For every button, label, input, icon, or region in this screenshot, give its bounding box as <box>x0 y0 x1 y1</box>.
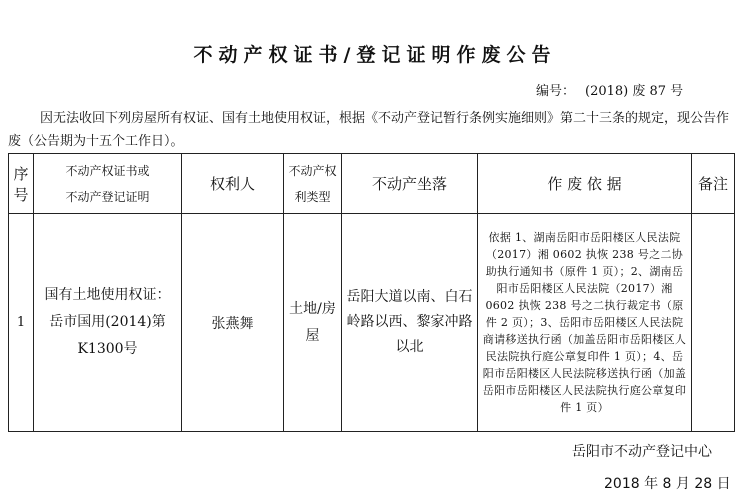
cell-basis: 依据 1、湖南岳阳市岳阳楼区人民法院（2017）湘 0602 执恢 238 号之二协助执行通知书（原件 1 页）；2、湖南岳阳市岳阳楼区人民法院（2017）湘 0602 执恢 238 号之二执行裁定书（原件 2 页）；3、岳阳市岳阳楼区人民法院商请移送执行函（加盖岳阳市岳阳楼区人民法院执行庭公章复印件 1 页）；4、岳阳市岳阳楼区人民法院移送执行函（加盖岳阳市岳阳楼区人民法院执行庭公章复印件 1 页） <box>478 214 692 432</box>
table-header-row <box>9 154 735 214</box>
cell-remark <box>692 214 735 432</box>
header-remark: 备注 <box>692 154 735 214</box>
header-location: 不动产坐落 <box>342 154 478 214</box>
document-title: 不动产权证书/登记证明作废公告 <box>193 44 557 66</box>
void-certificate-table <box>8 153 735 432</box>
cell-location: 岳阳大道以南、白石岭路以西、黎家冲路以北 <box>342 214 478 432</box>
header-right-type-line-1: 不动产权 <box>288 163 337 178</box>
header-certificate-line-2: 不动产登记证明 <box>65 189 150 204</box>
intro-paragraph: 因无法收回下列房屋所有权证、国有土地使用权证，根据《不动产登记暂行条例实施细则》第二十三条的规定，现公告作废（公告期为十五个工作日）。 <box>8 111 730 149</box>
header-holder: 权利人 <box>182 154 284 214</box>
document-number-value: (2018) 废 87 号 <box>585 84 684 99</box>
header-right-type-line-2: 利类型 <box>294 189 331 204</box>
issuer-name: 岳阳市不动产登记中心 <box>572 444 712 460</box>
issue-date: 2018 年 8 月 28 日 <box>604 476 731 492</box>
header-certificate <box>34 154 182 214</box>
header-right-type <box>284 154 342 214</box>
table-row <box>9 214 735 432</box>
cell-certificate: 国有土地使用权证：岳市国用(2014)第K1300号 <box>34 214 182 432</box>
header-certificate-line-1: 不动产权证书或 <box>65 163 150 178</box>
cell-right-type: 土地/房屋 <box>284 214 342 432</box>
header-basis: 作 废 依 据 <box>478 154 692 214</box>
cell-seq: 1 <box>9 214 34 432</box>
document-number <box>536 80 683 99</box>
document-number-label: 编号： <box>536 84 576 99</box>
cell-holder: 张燕舞 <box>182 214 284 432</box>
header-seq: 序号 <box>9 154 34 214</box>
